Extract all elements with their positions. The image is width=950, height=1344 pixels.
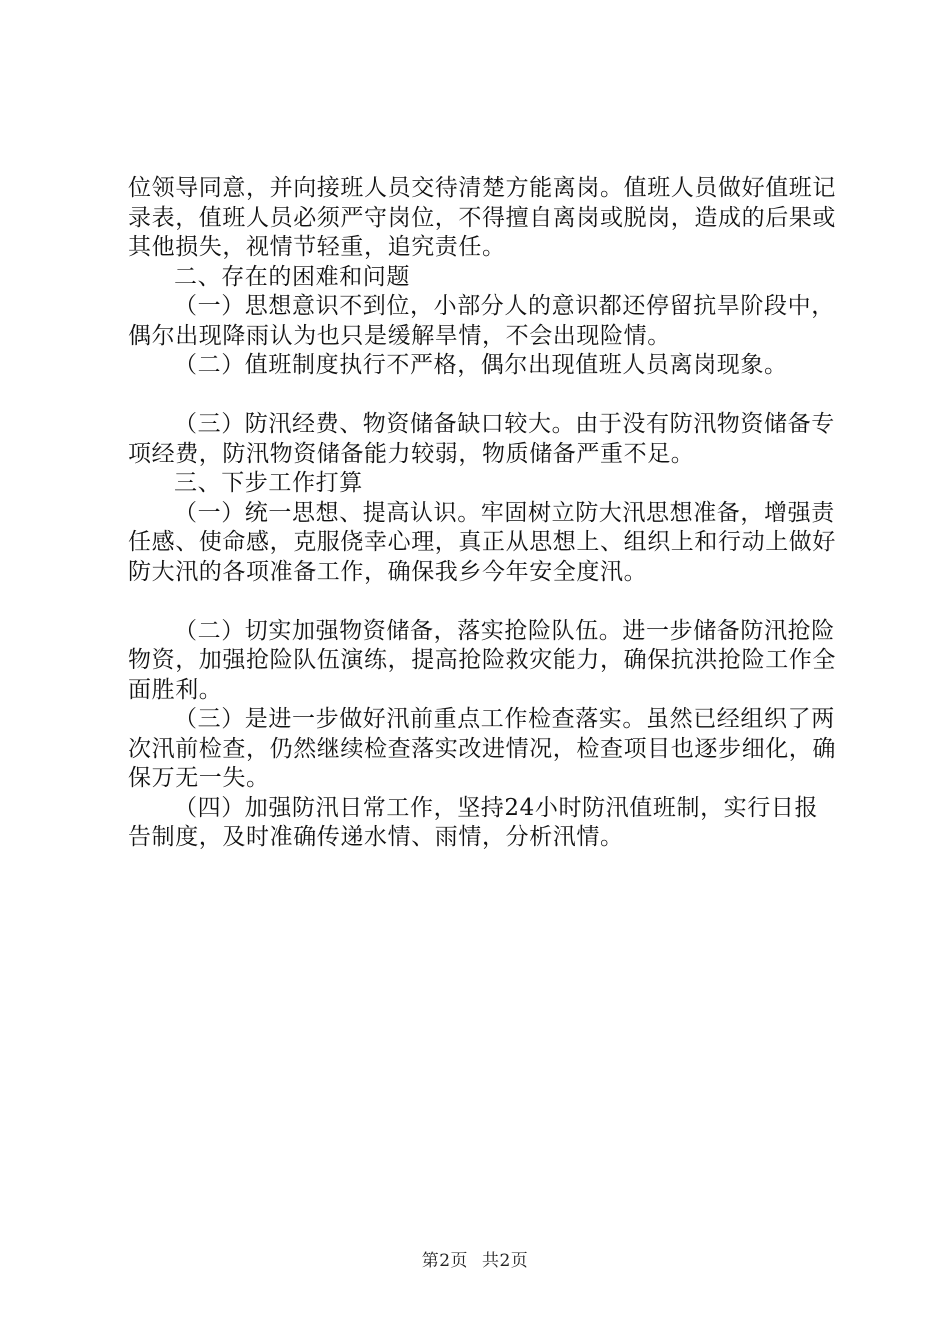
paragraph-gap <box>128 587 840 617</box>
section-heading: 二、存在的困难和问题 <box>174 263 410 290</box>
paragraph: （一）思想意识不到位，小部分人的意识都还停留抗旱阶段中，偶尔出现降雨认为也只是缓解旱情，不会出现险情。 <box>128 293 835 349</box>
paragraph: （四）加强防汛日常工作，坚持24小时防汛值班制，实行日报告制度，及时准确传递水情、雨情，分析汛情。 <box>128 794 819 850</box>
paragraph-gap <box>128 381 840 411</box>
section-heading: 三、下步工作打算 <box>174 470 363 496</box>
paragraph: （三）是进一步做好汛前重点工作检查落实。虽然已经组织了两次汛前检查，仍然继续检查落实改进情况，检查项目也逐步细化，确保万无一失。 <box>128 706 836 791</box>
document-body <box>128 174 840 853</box>
paragraph: （二）切实加强物资储备，落实抢险队伍。进一步储备防汛抢险物资，加强抢险队伍演练，提高抢险救灾能力，确保抗洪抢险工作全面胜利。 <box>128 617 836 703</box>
page-total: 共2页 <box>481 1251 529 1271</box>
page-footer <box>0 1246 950 1271</box>
paragraph: （三）防汛经费、物资储备缺口较大。由于没有防汛物资储备专项经费，防汛物资储备能力较弱，物质储备严重不足。 <box>128 411 835 467</box>
paragraph: 位领导同意，并向接班人员交待清楚方能离岗。值班人员做好值班记录表，值班人员必须严守岗位，不得擅自离岗或脱岗，造成的后果或其他损失，视情节轻重，追究责任。 <box>128 175 836 260</box>
page-number: 第2页 <box>421 1251 469 1271</box>
paragraph: （二）值班制度执行不严格，偶尔出现值班人员离岗现象。 <box>174 352 788 378</box>
paragraph: （一）统一思想、提高认识。牢固树立防大汛思想准备，增强责任感、使命感，克服侥幸心理，真正从思想上、组织上和行动上做好防大汛的各项准备工作，确保我乡今年安全度汛。 <box>128 499 836 585</box>
